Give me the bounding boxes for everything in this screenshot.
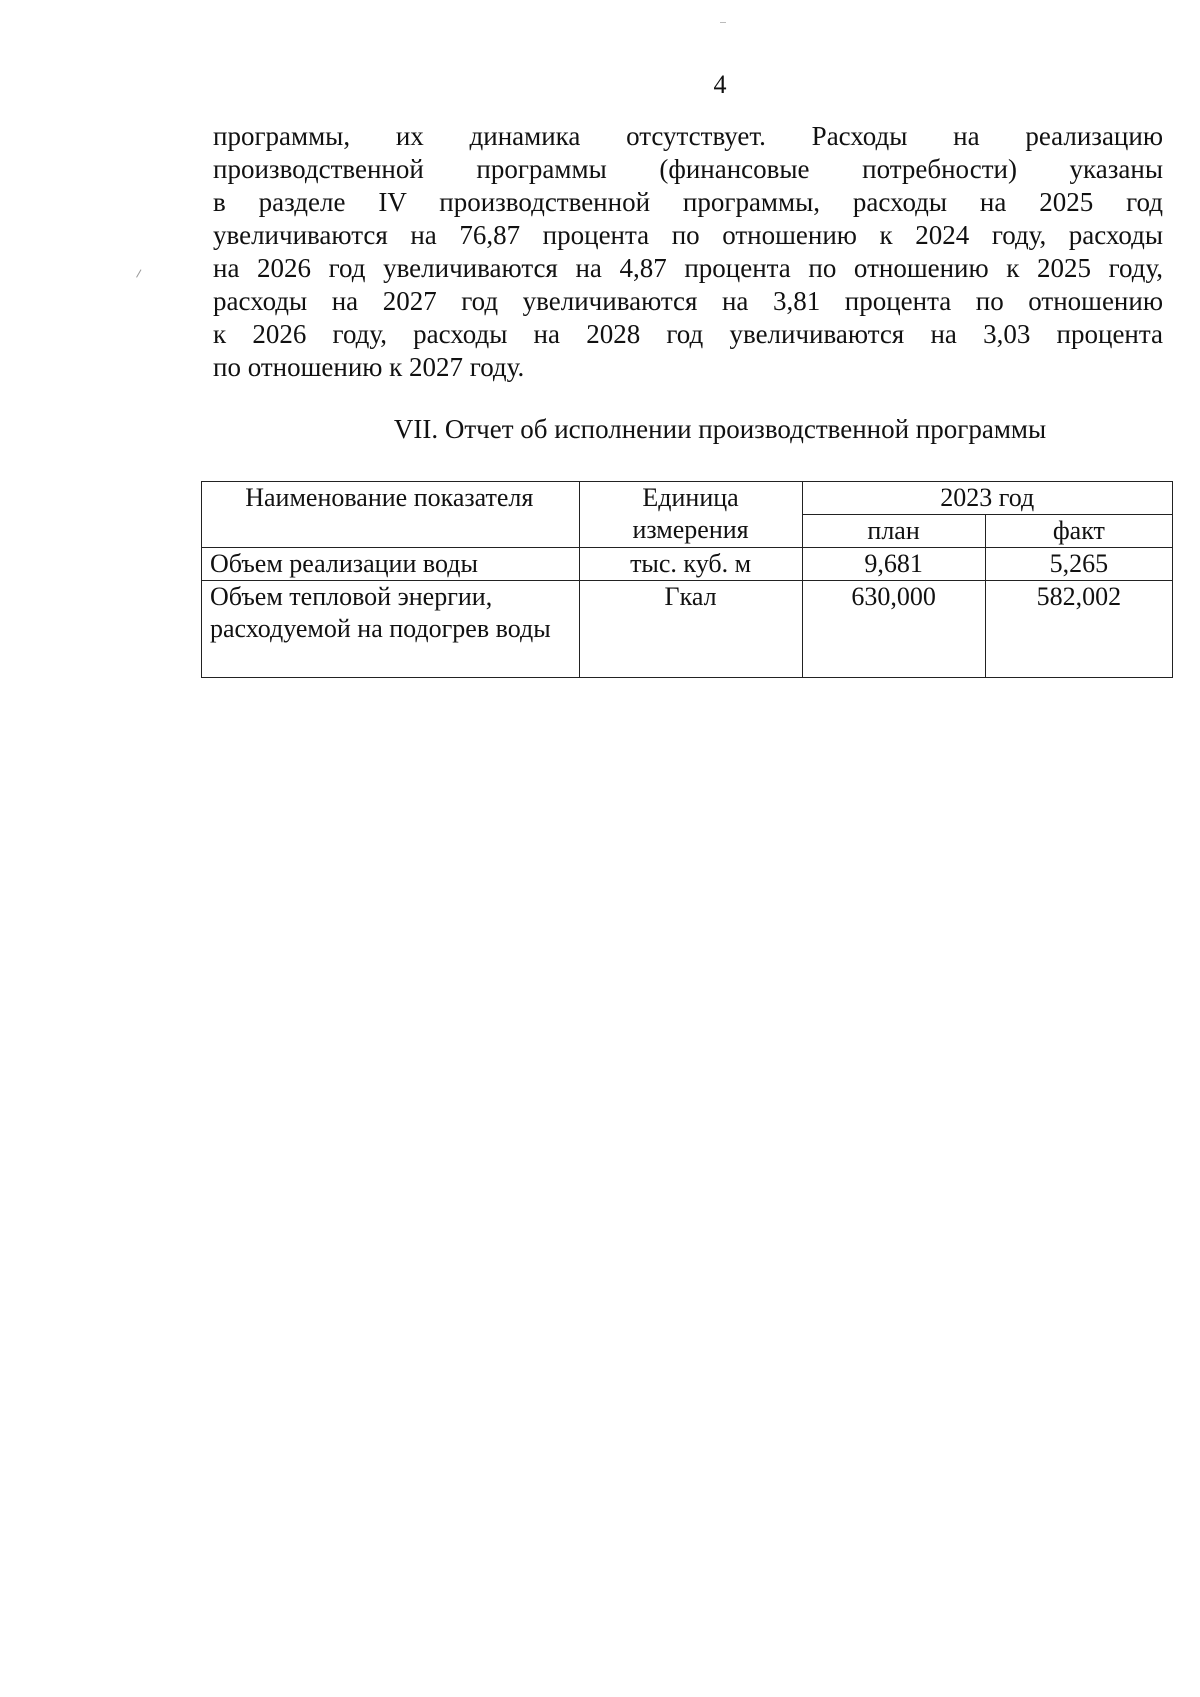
paragraph-line: в разделе IV производственной программы, расходы на 2025 год (213, 187, 1163, 217)
scan-speck (720, 22, 726, 23)
header-plan: план (802, 515, 985, 548)
paragraph-line: расходы на 2027 год увеличиваются на 3,81 процента по отношению (213, 286, 1163, 316)
cell-fact: 5,265 (985, 548, 1172, 581)
cell-plan: 630,000 (802, 581, 985, 678)
section-title: VII. Отчет об исполнении производственной программы (393, 414, 1047, 444)
paragraph-line: на 2026 год увеличиваются на 4,87 процента по отношению к 2025 году, (213, 253, 1163, 283)
table-row (202, 548, 1173, 581)
header-indicator-name: Наименование показателя (202, 482, 580, 548)
header-unit: Единица измерения (579, 482, 802, 548)
paragraph-line: увеличиваются на 76,87 процента по отношению к 2024 году, расходы (213, 220, 1163, 250)
cell-unit: Гкал (579, 581, 802, 678)
cell-indicator-name: Объем тепловой энергии, расходуемой на подогрев воды (202, 581, 580, 678)
table-row (202, 581, 1173, 678)
cell-fact: 582,002 (985, 581, 1172, 678)
paragraph-line: к 2026 году, расходы на 2028 год увеличиваются на 3,03 процента (213, 319, 1163, 349)
paragraph-line: программы, их динамика отсутствует. Расходы на реализацию (213, 121, 1163, 151)
body-paragraph (213, 120, 1163, 384)
cell-indicator-name: Объем реализации воды (202, 548, 580, 581)
paragraph-line: производственной программы (финансовые потребности) указаны (213, 154, 1163, 184)
table-header-row (202, 482, 1173, 515)
margin-pen-mark (136, 269, 145, 279)
header-fact: факт (985, 515, 1172, 548)
cell-plan: 9,681 (802, 548, 985, 581)
paragraph-line: по отношению к 2027 году. (213, 352, 525, 382)
page-number: 4 (713, 70, 727, 99)
cell-unit: тыс. куб. м (579, 548, 802, 581)
header-year: 2023 год (802, 482, 1173, 515)
report-table (201, 481, 1173, 678)
